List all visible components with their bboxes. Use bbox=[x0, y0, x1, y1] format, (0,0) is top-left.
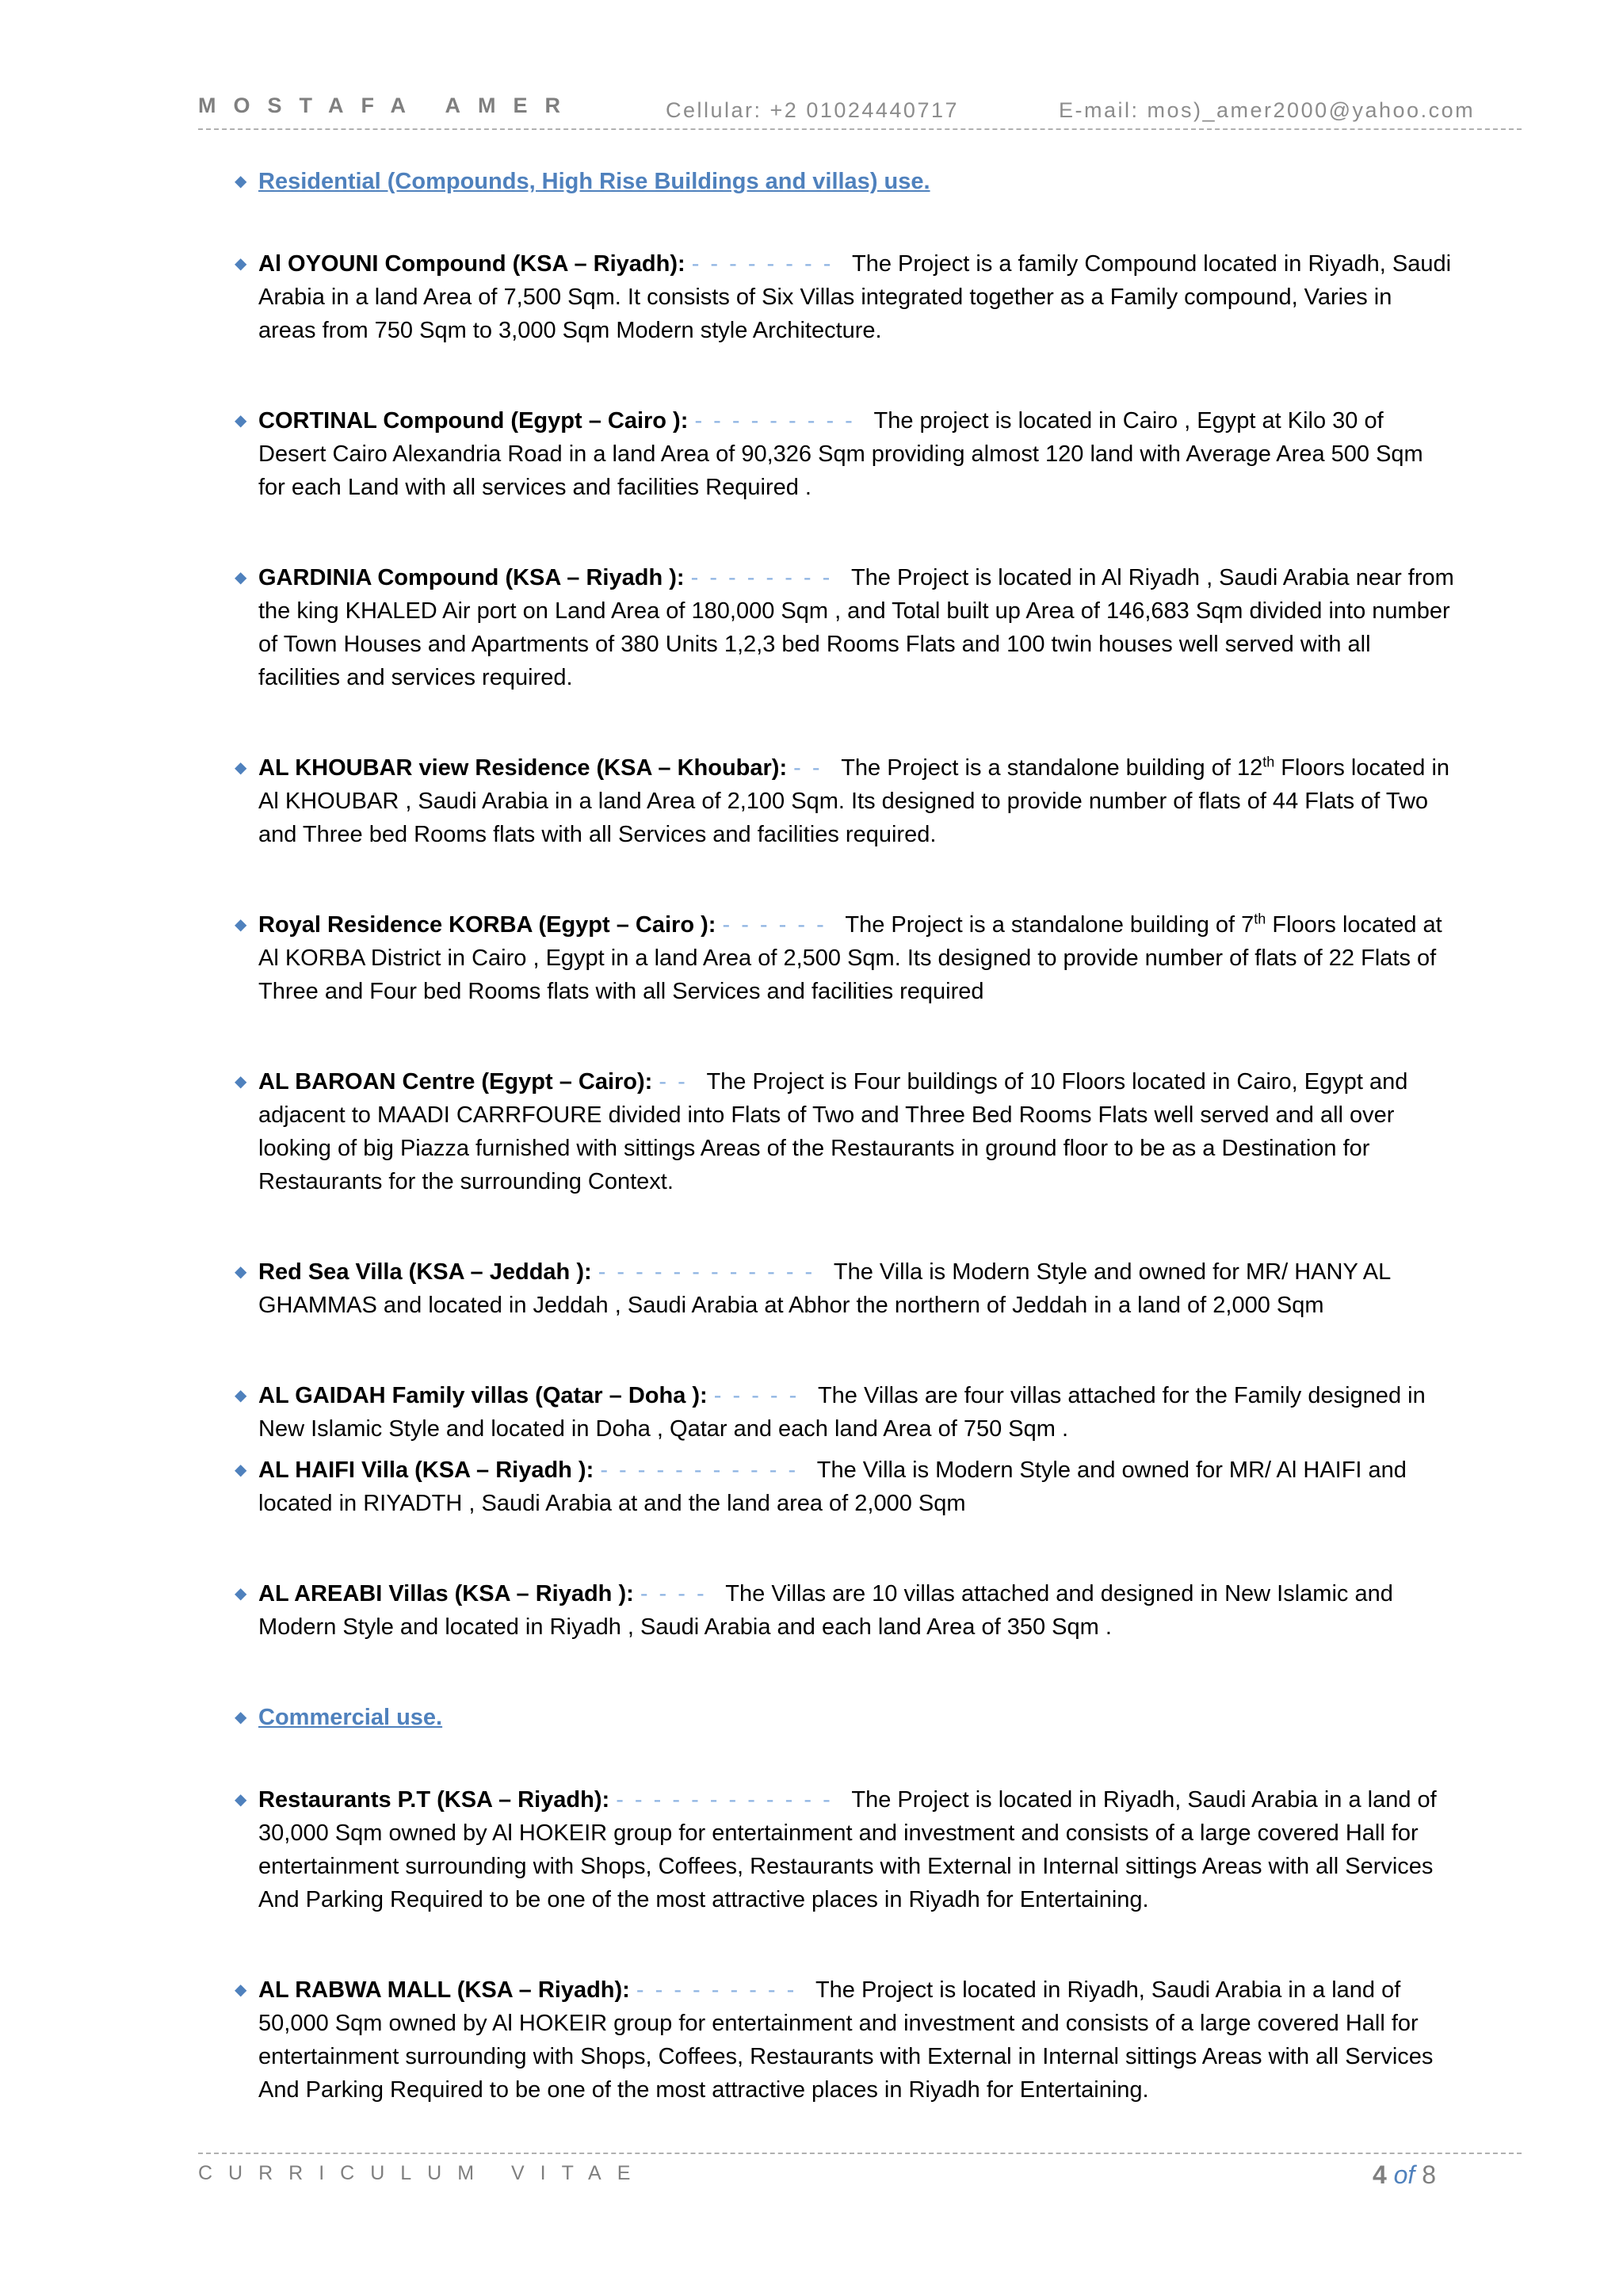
page-of: of bbox=[1393, 2160, 1415, 2189]
project-description-end: Floors located at Al KORBA District in Cairo , Egypt in a land Area of 2,500 Sqm. Its designed to provide number of flats of 22 Flats of Three and Four bed Rooms flats with all Services and facilities required bbox=[258, 912, 1442, 1004]
ordinal-suffix: th bbox=[1254, 911, 1266, 927]
dash-leader: - - - - - - - - - - - bbox=[600, 1457, 799, 1483]
project-title: Royal Residence KORBA (Egypt – Cairo ): bbox=[258, 912, 716, 938]
diamond-bullet-icon: ◆ bbox=[235, 1981, 247, 1999]
document-body bbox=[235, 165, 1455, 2107]
diamond-bullet-icon: ◆ bbox=[235, 916, 247, 934]
diamond-bullet-icon: ◆ bbox=[235, 1387, 247, 1404]
project-entry bbox=[235, 247, 1455, 347]
project-description: The Project is Four buildings of 10 Floors located in Cairo, Egypt and adjacent to MAADI CARRFOURE divided into Flats of Two and Three Bed Rooms Flats well served and all over looking of big Piazza furnished with sittings Areas of the Restaurants in ground floor to be as a Destination for Restaurants for the surrounding Context. bbox=[258, 1069, 1408, 1194]
project-title: CORTINAL Compound (Egypt – Cairo ): bbox=[258, 408, 689, 434]
project-title: Red Sea Villa (KSA – Jeddah ): bbox=[258, 1259, 592, 1285]
project-entry bbox=[235, 1783, 1455, 1916]
project-entry bbox=[235, 404, 1455, 504]
project-entry bbox=[235, 751, 1455, 851]
diamond-bullet-icon: ◆ bbox=[235, 255, 247, 273]
project-title: AL AREABI Villas (KSA – Riyadh ): bbox=[258, 1581, 634, 1606]
project-entry bbox=[235, 1379, 1455, 1446]
project-description-start: The Project is a standalone building of 12 bbox=[841, 755, 1263, 781]
project-description: The Project is a family Compound located in Riyadh, Saudi Arabia in a land Area of 7,500 Sqm. It consists of Six Villas integrated together as a Family compound, Varies in areas from 750 Sqm to 3,000 Sqm Modern style Architecture. bbox=[258, 251, 1452, 343]
project-description: The Villa is Modern Style and owned for MR/ Al HAIFI and located in RIYADTH , Saudi Arabia at and the land area of 2,000 Sqm bbox=[258, 1457, 1407, 1516]
section-heading-commercial bbox=[235, 1701, 1455, 1734]
diamond-bullet-icon: ◆ bbox=[235, 1585, 247, 1603]
diamond-bullet-icon: ◆ bbox=[235, 1263, 247, 1281]
cellular-number: Cellular: +2 01024440717 bbox=[666, 98, 959, 122]
project-entry bbox=[235, 561, 1455, 694]
project-description: The Project is located in Riyadh, Saudi Arabia in a land of 50,000 Sqm owned by Al HOKEIR group for entertainment and investment and consists of a large covered Hall for entertainment surrounding with Shops, Coffees, Restaurants with External in Internal sittings Areas with all Services And Parking Required to be one of the most attractive places in Riyadh for Entertaining. bbox=[258, 1977, 1434, 2103]
dash-leader: - - - - - - - - - - - - bbox=[598, 1259, 815, 1285]
email-address: E-mail: mos)_amer2000@yahoo.com bbox=[1059, 98, 1476, 122]
footer-divider bbox=[198, 2153, 1522, 2154]
project-title: GARDINIA Compound (KSA – Riyadh ): bbox=[258, 565, 685, 590]
diamond-bullet-icon: ◆ bbox=[235, 412, 247, 430]
diamond-bullet-icon: ◆ bbox=[235, 569, 247, 586]
project-description-start: The Project is a standalone building of 7 bbox=[845, 912, 1254, 938]
project-entry bbox=[235, 1454, 1455, 1520]
project-description: The Villas are four villas attached for the Family designed in New Islamic Style and located in Doha , Qatar and each land Area of 750 Sqm . bbox=[258, 1383, 1426, 1442]
dash-leader: - - - - - - - - bbox=[690, 565, 833, 590]
project-title: Al OYOUNI Compound (KSA – Riyadh): bbox=[258, 251, 685, 277]
dash-leader: - - - - - - - - - bbox=[636, 1977, 797, 2003]
page-header bbox=[198, 94, 1522, 132]
project-description: The Project is located in Riyadh, Saudi Arabia in a land of 30,000 Sqm owned by Al HOKEIR group for entertainment and investment and consists of a large covered Hall for entertainment surrounding with Shops, Coffees, Restaurants with External in Internal sittings Areas with all Services And Parking Required to be one of the most attractive places in Riyadh for Entertaining. bbox=[258, 1787, 1437, 1912]
project-entry bbox=[235, 1065, 1455, 1198]
dash-leader: - - bbox=[793, 755, 823, 781]
project-description-end: Floors located in Al KHOUBAR , Saudi Arabia in a land Area of 2,100 Sqm. Its designed to provide number of flats of 44 Flats of Two and Three bed Rooms flats with all Services and facilities required. bbox=[258, 755, 1450, 847]
project-description: The Villas are 10 villas attached and designed in New Islamic and Modern Style and located in Riyadh , Saudi Arabia and each land Area of 350 Sqm . bbox=[258, 1581, 1393, 1640]
dash-leader: - - - - - bbox=[713, 1383, 800, 1408]
section-link-residential[interactable]: Residential (Compounds, High Rise Buildings and villas) use. bbox=[258, 169, 930, 194]
diamond-bullet-icon: ◆ bbox=[235, 1461, 247, 1479]
project-title: AL GAIDAH Family villas (Qatar – Doha ): bbox=[258, 1383, 708, 1408]
section-link-commercial[interactable]: Commercial use. bbox=[258, 1705, 443, 1730]
header-divider bbox=[198, 128, 1522, 130]
project-entry bbox=[235, 908, 1455, 1008]
page-total: 8 bbox=[1422, 2160, 1436, 2189]
project-entry bbox=[235, 1255, 1455, 1322]
project-entry bbox=[235, 1973, 1455, 2107]
dash-leader: - - - - bbox=[640, 1581, 707, 1606]
diamond-bullet-icon: ◆ bbox=[235, 173, 247, 190]
curriculum-vitae-label: CURRICULUM VITAE bbox=[198, 2162, 647, 2184]
dash-leader: - - - - - - - - - - - - bbox=[616, 1787, 833, 1813]
diamond-bullet-icon: ◆ bbox=[235, 759, 247, 777]
project-description: The Project is located in Al Riyadh , Saudi Arabia near from the king KHALED Air port on Land Area of 180,000 Sqm , and Total built up Area of 146,683 Sqm divided into number of Town Houses and Apartments of 380 Units 1,2,3 bed Rooms Flats and 100 twin houses well served with all facilities and services required. bbox=[258, 565, 1454, 690]
project-title: Restaurants P.T (KSA – Riyadh): bbox=[258, 1787, 610, 1813]
project-description: The Villa is Modern Style and owned for MR/ HANY AL GHAMMAS and located in Jeddah , Saudi Arabia at Abhor the northern of Jeddah in a land of 2,000 Sqm bbox=[258, 1259, 1391, 1318]
page-current: 4 bbox=[1372, 2160, 1387, 2189]
diamond-bullet-icon: ◆ bbox=[235, 1791, 247, 1809]
project-title: AL RABWA MALL (KSA – Riyadh): bbox=[258, 1977, 630, 2003]
section-heading-residential bbox=[235, 165, 1455, 198]
project-description: The project is located in Cairo , Egypt at Kilo 30 of Desert Cairo Alexandria Road in a land Area of 90,326 Sqm providing almost 120 land with Average Area 500 Sqm for each Land with all services and facilities Required . bbox=[258, 408, 1423, 500]
project-entry bbox=[235, 1577, 1455, 1644]
project-title: AL KHOUBAR view Residence (KSA – Khoubar): bbox=[258, 755, 788, 781]
diamond-bullet-icon: ◆ bbox=[235, 1073, 247, 1091]
dash-leader: - - - - - - - - - bbox=[694, 408, 855, 434]
ordinal-suffix: th bbox=[1262, 754, 1275, 770]
diamond-bullet-icon: ◆ bbox=[235, 1709, 247, 1726]
project-title: AL HAIFI Villa (KSA – Riyadh ): bbox=[258, 1457, 594, 1483]
page-number bbox=[1373, 2160, 1436, 2190]
dash-leader: - - bbox=[659, 1069, 688, 1095]
dash-leader: - - - - - - - - bbox=[691, 251, 834, 277]
dash-leader: - - - - - - bbox=[722, 912, 827, 938]
page-footer bbox=[198, 2162, 1522, 2194]
project-title: AL BAROAN Centre (Egypt – Cairo): bbox=[258, 1069, 653, 1095]
author-name: MOSTAFA AMER bbox=[198, 94, 578, 117]
